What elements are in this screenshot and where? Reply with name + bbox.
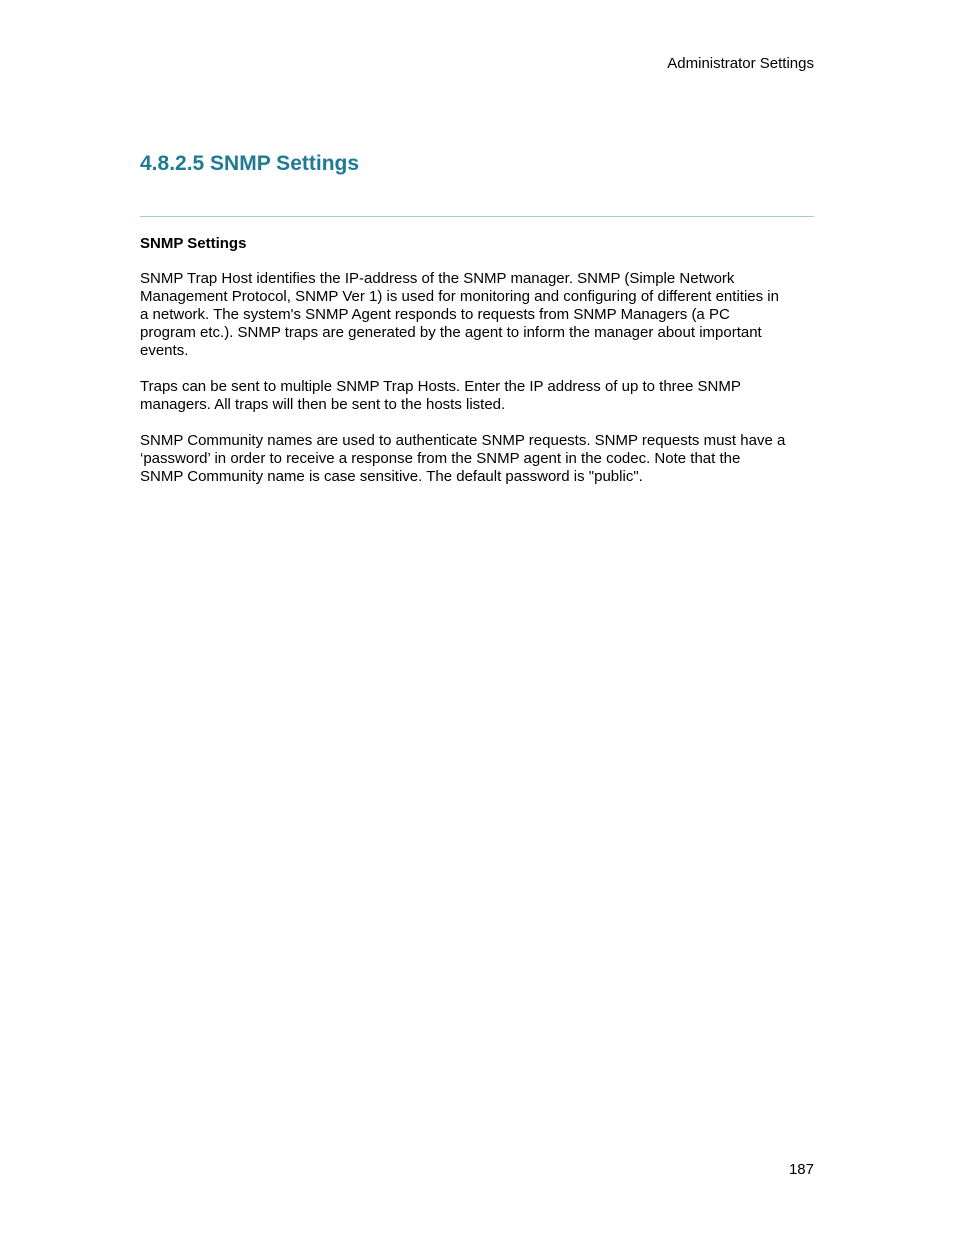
paragraph-line: program etc.). SNMP traps are generated by the agent to inform the manager about important <box>140 324 762 341</box>
paragraph-line: SNMP Community name is case sensitive. The default password is "public". <box>140 468 643 485</box>
heading-divider <box>140 216 814 217</box>
paragraph-line: SNMP Trap Host identifies the IP-address of the SNMP manager. SNMP (Simple Network <box>140 270 735 287</box>
paragraph-line: Management Protocol, SNMP Ver 1) is used for monitoring and configuring of different entities in <box>140 288 779 305</box>
paragraph-line: managers. All traps will then be sent to the hosts listed. <box>140 396 506 413</box>
paragraph-line: ‘password’ in order to receive a response from the SNMP agent in the codec. Note that the <box>140 450 741 467</box>
paragraph-snmp-community <box>140 432 785 486</box>
subheading: SNMP Settings <box>140 235 247 252</box>
paragraph-multiple-trap-hosts <box>140 378 741 414</box>
paragraph-snmp-trap-host <box>140 270 779 360</box>
paragraph-line: events. <box>140 342 189 359</box>
section-heading: 4.8.2.5 SNMP Settings <box>140 152 360 175</box>
running-header: Administrator Settings <box>667 55 814 72</box>
paragraph-line: SNMP Community names are used to authenticate SNMP requests. SNMP requests must have a <box>140 432 786 449</box>
paragraph-line: Traps can be sent to multiple SNMP Trap Hosts. Enter the IP address of up to three SNMP <box>140 378 741 395</box>
page-number: 187 <box>788 1161 814 1178</box>
paragraph-line: a network. The system's SNMP Agent responds to requests from SNMP Managers (a PC <box>140 306 730 323</box>
